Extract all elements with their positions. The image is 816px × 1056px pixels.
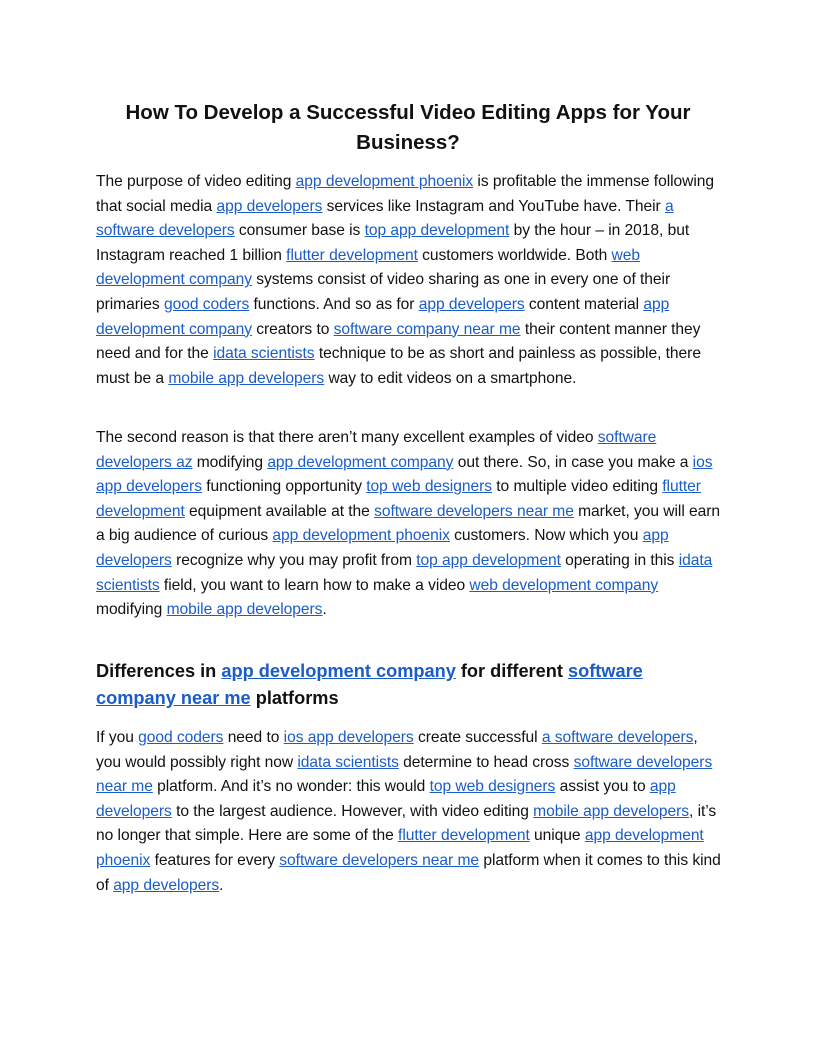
text-run: customers. Now which you: [449, 527, 643, 545]
inline-link[interactable]: software developers near me: [279, 851, 480, 869]
text-run: , you would possibly right now: [96, 729, 698, 771]
text-run: platforms: [250, 688, 339, 708]
text-run: modifying: [192, 453, 268, 471]
text-run: field, you want to learn how to make a video: [159, 576, 470, 594]
inline-link[interactable]: top web designers: [366, 478, 492, 496]
text-run: to the largest audience. However, with video editing: [171, 802, 534, 820]
text-run: The second reason is that there aren’t many excellent examples of video: [96, 429, 598, 446]
inline-link[interactable]: mobile app developers: [168, 369, 325, 387]
inline-link[interactable]: app development company: [96, 295, 670, 338]
text-run: Differences in: [96, 661, 222, 681]
inline-link[interactable]: app development phoenix: [295, 173, 474, 190]
inline-link[interactable]: app development phoenix: [272, 527, 450, 545]
document-title: How To Develop a Successful Video Editing Apps for Your Business?: [125, 101, 691, 154]
text-run: operating in this: [560, 551, 679, 569]
inline-link[interactable]: top web designers: [429, 778, 556, 796]
text-run: for different: [455, 661, 568, 681]
inline-link[interactable]: good coders: [163, 295, 250, 313]
text-run: If you: [96, 729, 139, 746]
text-run: systems consist of video sharing as one in every one of their primaries: [96, 271, 671, 313]
inline-link[interactable]: software developers az: [96, 429, 657, 471]
text-run: functioning opportunity: [201, 478, 367, 496]
inline-link[interactable]: software company near me: [333, 320, 521, 338]
text-run: , it’s no longer that simple. Here are some of the: [96, 802, 717, 845]
inline-link[interactable]: software developers near me: [374, 502, 574, 520]
text-run: recognize why you may profit from: [171, 551, 417, 569]
paragraph-2: [96, 426, 722, 623]
text-run: their content manner they need and for the: [96, 320, 701, 363]
inline-link[interactable]: flutter development: [96, 478, 701, 520]
text-run: technique to be as short and painless as possible, there must be a: [96, 345, 701, 387]
text-run: creators to: [251, 320, 334, 338]
text-run: platform when it comes to this kind of: [96, 851, 721, 894]
inline-link[interactable]: top app development: [364, 222, 510, 240]
inline-link[interactable]: app developers: [418, 295, 525, 313]
text-run: platform. And it’s no wonder: this would: [152, 778, 430, 796]
text-run: to multiple video editing: [491, 478, 663, 496]
text-run: determine to head cross: [398, 753, 574, 771]
inline-link[interactable]: app developers: [96, 527, 669, 569]
text-run: out there. So, in case you make a: [453, 453, 693, 471]
inline-link[interactable]: flutter development: [398, 827, 530, 845]
inline-link[interactable]: ios app developers: [283, 729, 414, 746]
text-run: The purpose of video editing: [96, 173, 296, 190]
inline-link[interactable]: mobile app developers: [166, 601, 323, 619]
text-run: .: [322, 601, 327, 619]
text-run: is profitable the immense following that social media: [96, 173, 715, 215]
inline-link[interactable]: app development phoenix: [96, 827, 704, 869]
text-run: unique: [529, 827, 585, 845]
inline-link[interactable]: software company near me: [96, 661, 643, 708]
text-run: by the hour – in 2018, but Instagram reached 1 billion: [96, 222, 690, 264]
inline-link[interactable]: app developers: [216, 197, 323, 215]
inline-link[interactable]: app developers: [113, 876, 220, 894]
text-run: functions. And so as for: [249, 295, 419, 313]
text-run: modifying: [96, 601, 167, 619]
inline-link[interactable]: flutter development: [286, 246, 418, 264]
inline-link[interactable]: idata scientists: [297, 753, 399, 771]
section-heading: [96, 658, 722, 712]
inline-link[interactable]: mobile app developers: [533, 802, 690, 820]
inline-link[interactable]: app developers: [96, 778, 676, 820]
inline-link[interactable]: ios app developers: [96, 453, 713, 496]
text-run: equipment available at the: [184, 502, 375, 520]
inline-link[interactable]: web development company: [96, 246, 640, 289]
inline-link[interactable]: top app development: [416, 551, 561, 569]
inline-link[interactable]: good coders: [138, 729, 224, 746]
text-run: features for every: [150, 851, 280, 869]
paragraph-1: [96, 170, 722, 391]
text-run: .: [219, 876, 224, 894]
inline-link[interactable]: idata scientists: [213, 345, 315, 363]
inline-link[interactable]: idata scientists: [96, 551, 713, 594]
inline-link[interactable]: software developers near me: [96, 753, 713, 796]
text-run: way to edit videos on a smartphone.: [324, 369, 577, 387]
text-run: customers worldwide. Both: [417, 246, 612, 264]
inline-link[interactable]: web development company: [469, 576, 659, 594]
text-run: content material: [524, 295, 644, 313]
inline-link[interactable]: a software developers: [96, 197, 674, 240]
text-run: market, you will earn a big audience of curious: [96, 502, 721, 545]
inline-link[interactable]: app development company: [267, 453, 454, 471]
text-run: need to: [223, 729, 284, 746]
text-run: create successful: [413, 729, 542, 746]
inline-link[interactable]: app development company: [221, 661, 456, 681]
inline-link[interactable]: a software developers: [541, 729, 694, 746]
text-run: consumer base is: [234, 222, 365, 240]
text-run: assist you to: [555, 778, 650, 796]
paragraph-3: [96, 726, 722, 898]
text-run: services like Instagram and YouTube have. Their: [322, 197, 665, 215]
